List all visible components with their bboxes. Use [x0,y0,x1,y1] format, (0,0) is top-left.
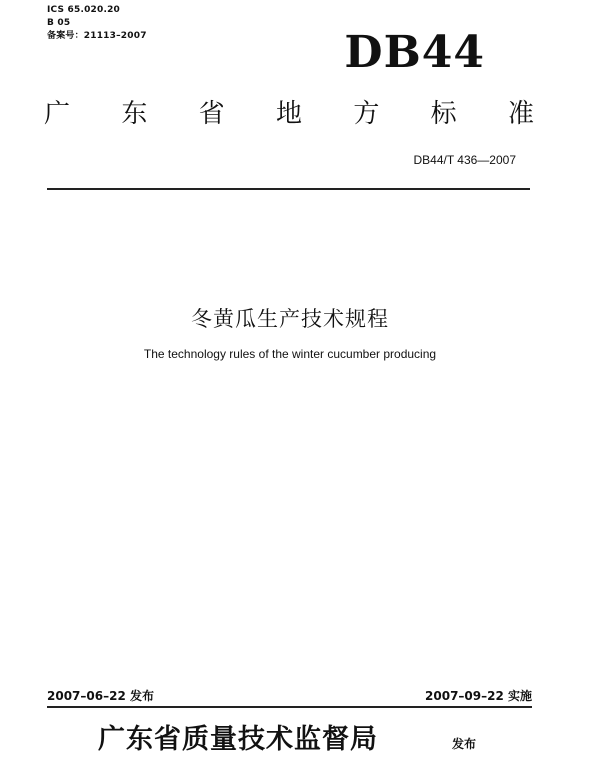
ics-number: ICS 65.020.20 [47,5,121,15]
standard-code-logo: DB44 [344,27,485,78]
issue-label: 发布 [452,737,477,751]
footer-divider [47,706,532,708]
standard-type-char: 标 [430,99,457,129]
registration-number: 备案号：21113–2007 [47,31,147,41]
implementation-date: 2007–09–22 实施 [425,689,532,703]
standard-type-char: 方 [353,99,380,129]
standard-type-heading [44,97,534,131]
standard-type-char: 地 [275,99,302,129]
standard-type-char: 东 [121,99,148,129]
issuing-authority: 广东省质量技术监督局 [98,724,378,755]
standard-type-char: 省 [198,99,225,129]
document-title-chinese: 冬黄瓜生产技术规程 [191,307,389,331]
document-title-english: The technology rules of the winter cucumber producing [143,347,437,361]
standard-type-char: 广 [44,99,71,129]
standard-type-char: 准 [507,99,534,129]
classification-code: B 05 [47,18,71,28]
standard-number: DB44/T 436—2007 [413,153,516,167]
issue-date: 2007–06–22 发布 [47,689,154,703]
header-divider [47,188,530,190]
